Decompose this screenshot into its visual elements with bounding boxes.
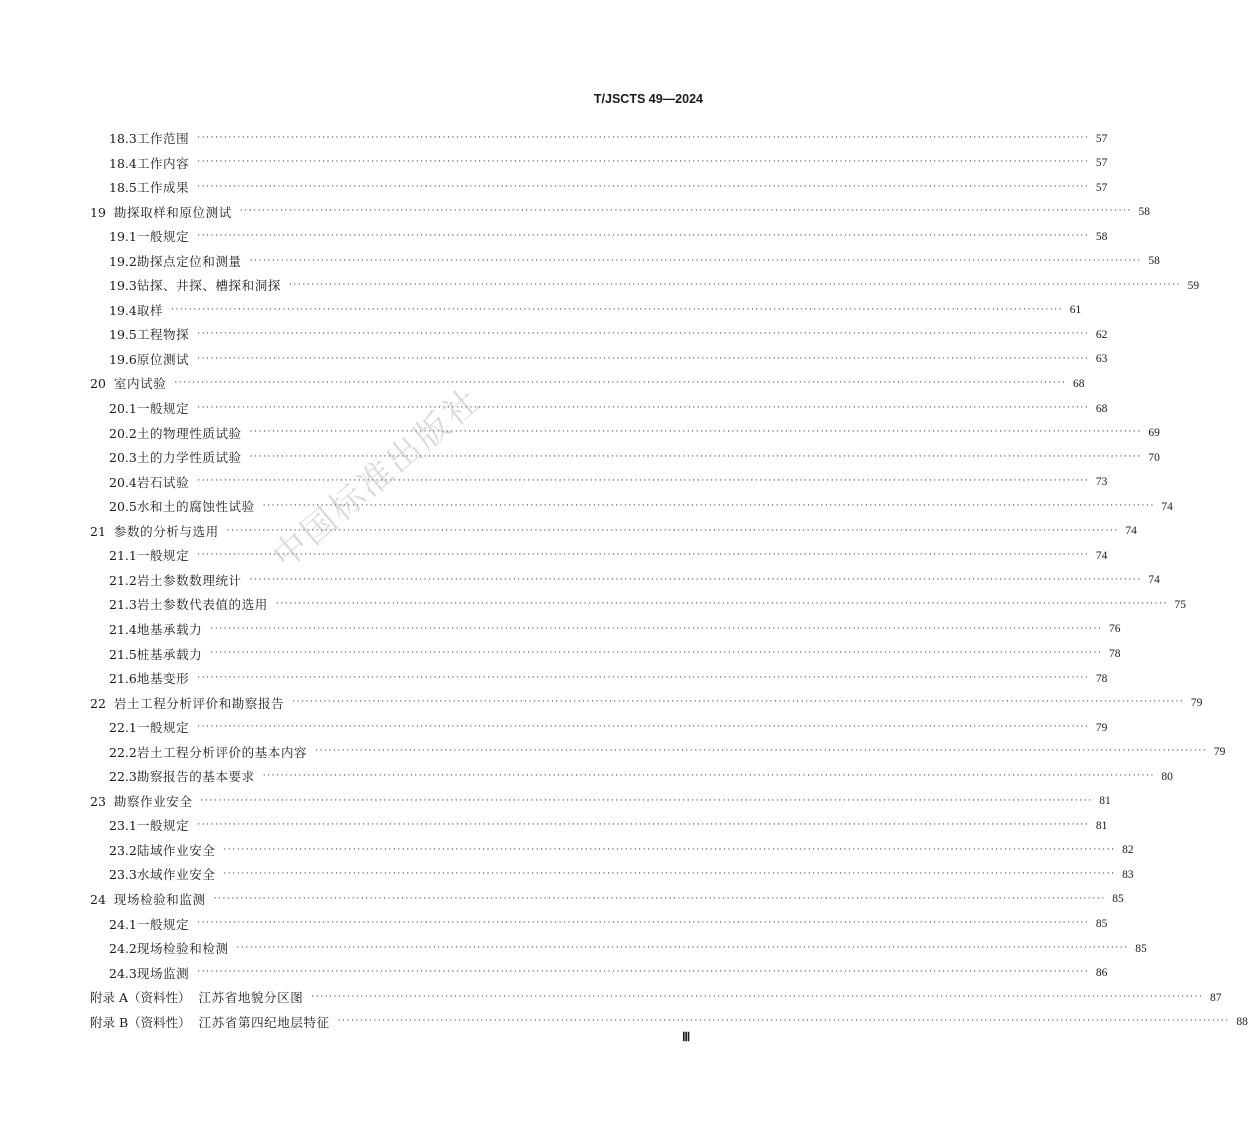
dot-leader: ········································································································································································································ bbox=[226, 525, 1119, 536]
toc-entry-number: 21.1 bbox=[109, 548, 137, 564]
dot-leader: ········································································································································································································ bbox=[174, 378, 1067, 389]
dot-leader: ········································································································································································································ bbox=[197, 353, 1090, 364]
dot-leader: ········································································································································································································ bbox=[210, 648, 1103, 659]
toc-entry[interactable] bbox=[90, 225, 1108, 250]
toc-entry-title: 土的物理性质试验 bbox=[136, 425, 242, 441]
toc-entry-title: 工作成果 bbox=[136, 180, 190, 196]
toc-entry-page: 68 bbox=[1072, 377, 1085, 390]
toc-entry-title: 岩土参数数理统计 bbox=[136, 572, 242, 588]
dot-leader: ········································································································································································································ bbox=[223, 869, 1116, 880]
dot-leader: ········································································································································································································ bbox=[275, 599, 1169, 610]
toc-entry[interactable] bbox=[90, 250, 1160, 275]
toc-entry-page: 79 bbox=[1190, 697, 1203, 710]
toc-entry-page: 57 bbox=[1095, 132, 1108, 145]
toc-entry-title: 现场监测 bbox=[136, 965, 190, 981]
toc-entry-page: 79 bbox=[1095, 721, 1108, 734]
dot-leader: ········································································································································································································ bbox=[197, 132, 1090, 143]
dot-leader: ········································································································································································································ bbox=[223, 844, 1116, 855]
toc-entry-number: 20 bbox=[90, 376, 106, 392]
toc-entry[interactable] bbox=[90, 839, 1134, 864]
toc-entry[interactable] bbox=[90, 888, 1124, 913]
toc-entry-page: 78 bbox=[1095, 672, 1108, 685]
toc-entry[interactable] bbox=[90, 152, 1108, 177]
toc-entry[interactable] bbox=[90, 642, 1121, 667]
toc-entry-page: 61 bbox=[1069, 304, 1082, 317]
toc-entry-title: 工程物探 bbox=[136, 327, 190, 343]
dot-leader: ········································································································································································································ bbox=[262, 500, 1155, 511]
toc-entry-number: 22.3 bbox=[109, 769, 137, 785]
toc-entry-number: 23 bbox=[90, 793, 106, 809]
toc-entry-page: 88 bbox=[1236, 1016, 1248, 1029]
toc-entry[interactable] bbox=[90, 692, 1203, 717]
toc-entry-number: 21.5 bbox=[109, 646, 137, 662]
toc-entry-number: 19.4 bbox=[109, 302, 137, 318]
toc-entry-page: 76 bbox=[1109, 623, 1121, 636]
toc-entry-number: 18.4 bbox=[109, 155, 137, 171]
toc-entry[interactable] bbox=[90, 765, 1173, 790]
toc-entry-number: 21.6 bbox=[109, 671, 137, 687]
dot-leader: ········································································································································································································ bbox=[200, 795, 1093, 806]
toc-entry-title: 参数的分析与选用 bbox=[113, 523, 219, 539]
dot-leader: ········································································································································································································ bbox=[197, 721, 1090, 732]
dot-leader: ········································································································································································································ bbox=[236, 942, 1129, 953]
dot-leader: ········································································································································································································ bbox=[249, 255, 1142, 266]
toc-entry-number: 22 bbox=[90, 695, 106, 711]
toc-entry[interactable] bbox=[90, 790, 1111, 815]
toc-entry-page: 62 bbox=[1095, 328, 1108, 341]
watermark: 中国标准出版社 bbox=[265, 379, 490, 577]
toc-entry-title: 一般规定 bbox=[136, 916, 190, 932]
toc-entry-number: 20.2 bbox=[109, 425, 137, 441]
toc-entry-page: 74 bbox=[1095, 549, 1108, 562]
toc-entry-number: 22.2 bbox=[109, 744, 137, 760]
dot-leader: ········································································································································································································ bbox=[249, 574, 1142, 585]
toc-entry-title: 工作内容 bbox=[136, 155, 190, 171]
dot-leader: ········································································································································································································ bbox=[337, 1016, 1230, 1027]
toc-entry[interactable] bbox=[90, 741, 1226, 766]
dot-leader: ········································································································································································································ bbox=[292, 697, 1185, 708]
toc-entry-title: 岩土工程分析评价的基本内容 bbox=[136, 744, 308, 760]
toc-entry[interactable] bbox=[90, 127, 1108, 152]
toc-entry-number: 24.3 bbox=[109, 965, 137, 981]
dot-leader: ········································································································································································································ bbox=[197, 672, 1090, 683]
dot-leader: ········································································································································································································ bbox=[288, 280, 1182, 291]
toc-entry-title: 原位测试 bbox=[136, 351, 190, 367]
toc-entry-number: 附录 A（资料性） bbox=[90, 990, 191, 1006]
toc-entry-number: 20.5 bbox=[109, 499, 137, 515]
toc-entry-number: 23.3 bbox=[109, 867, 137, 883]
toc-entry-page: 83 bbox=[1122, 868, 1134, 881]
toc-entry-title: 岩土参数代表值的选用 bbox=[136, 597, 268, 613]
toc-entry-page: 59 bbox=[1187, 279, 1200, 292]
toc-entry[interactable] bbox=[90, 372, 1085, 397]
toc-entry-number: 20.3 bbox=[109, 450, 137, 466]
toc-entry[interactable] bbox=[90, 569, 1160, 594]
toc-entry-number: 19.2 bbox=[109, 253, 137, 269]
toc-entry-number: 24.1 bbox=[109, 916, 137, 932]
toc-entry-title: 勘探取样和原位测试 bbox=[113, 204, 232, 220]
toc-entry-title: 勘察作业安全 bbox=[113, 793, 193, 809]
toc-entry-title: 一般规定 bbox=[136, 548, 190, 564]
toc-entry-page: 68 bbox=[1095, 402, 1108, 415]
dot-leader: ········································································································································································································ bbox=[315, 746, 1208, 757]
toc-entry-title: 一般规定 bbox=[136, 401, 190, 417]
toc-entry-page: 74 bbox=[1125, 525, 1137, 538]
dot-leader: ········································································································································································································ bbox=[197, 967, 1090, 978]
dot-leader: ········································································································································································································ bbox=[210, 623, 1103, 634]
dot-leader: ········································································································································································································ bbox=[197, 329, 1090, 340]
toc-entry-title: 一般规定 bbox=[136, 229, 190, 245]
toc-entry-title: 地基变形 bbox=[136, 671, 190, 687]
dot-leader: ········································································································································································································ bbox=[213, 893, 1106, 904]
toc-entry-page: 58 bbox=[1148, 255, 1160, 268]
toc-entry-number: 23.1 bbox=[109, 818, 137, 834]
toc-entry-page: 85 bbox=[1112, 893, 1124, 906]
toc-entry[interactable] bbox=[90, 667, 1108, 692]
toc-entry-title: 取样 bbox=[136, 302, 164, 318]
toc-entry[interactable] bbox=[90, 495, 1173, 520]
toc-entry[interactable] bbox=[90, 716, 1108, 741]
toc-entry-page: 86 bbox=[1095, 967, 1108, 980]
toc-entry[interactable] bbox=[90, 348, 1108, 373]
toc-entry-title: 一般规定 bbox=[136, 818, 190, 834]
toc-entry[interactable] bbox=[90, 593, 1187, 618]
toc-entry-number: 20.1 bbox=[109, 401, 137, 417]
toc-entry-page: 80 bbox=[1161, 770, 1173, 783]
toc-entry-page: 81 bbox=[1099, 795, 1111, 808]
dot-leader: ········································································································································································································ bbox=[197, 157, 1090, 168]
toc-entry-title: 钻探、井探、槽探和洞探 bbox=[136, 278, 281, 294]
toc-entry-title: 一般规定 bbox=[136, 720, 190, 736]
toc-entry-page: 57 bbox=[1095, 181, 1108, 194]
toc-entry-title: 江苏省地貌分区图 bbox=[198, 990, 304, 1006]
toc-entry[interactable] bbox=[90, 962, 1108, 987]
toc-entry-number: 19.6 bbox=[109, 351, 137, 367]
dot-leader: ········································································································································································································ bbox=[239, 206, 1132, 217]
dot-leader: ········································································································································································································ bbox=[171, 304, 1064, 315]
page-number: Ⅲ bbox=[682, 1030, 691, 1044]
dot-leader: ········································································································································································································ bbox=[262, 770, 1155, 781]
toc-entry-title: 土的力学性质试验 bbox=[136, 450, 242, 466]
toc-entry-number: 附录 B（资料性） bbox=[90, 1014, 191, 1030]
toc-entry-number: 23.2 bbox=[109, 842, 137, 858]
dot-leader: ········································································································································································································ bbox=[197, 402, 1090, 413]
dot-leader: ········································································································································································································ bbox=[197, 230, 1090, 241]
toc-entry-number: 19 bbox=[90, 204, 106, 220]
dot-leader: ········································································································································································································ bbox=[249, 451, 1142, 462]
toc-entry[interactable] bbox=[90, 176, 1108, 201]
toc-entry[interactable] bbox=[90, 913, 1108, 938]
toc-entry-page: 74 bbox=[1161, 500, 1173, 513]
toc-entry-number: 19.5 bbox=[109, 327, 137, 343]
toc-entry-title: 勘探点定位和测量 bbox=[136, 253, 242, 269]
toc-entry[interactable] bbox=[90, 544, 1108, 569]
toc-entry-number: 22.1 bbox=[109, 720, 137, 736]
toc-entry-number: 24 bbox=[90, 891, 106, 907]
toc-entry-page: 70 bbox=[1148, 451, 1160, 464]
toc-entry-page: 85 bbox=[1095, 918, 1108, 931]
toc-entry-page: 82 bbox=[1122, 844, 1134, 857]
toc-entry-page: 58 bbox=[1138, 206, 1150, 219]
toc-entry-number: 24.2 bbox=[109, 941, 137, 957]
toc-entry-title: 桩基承载力 bbox=[136, 646, 203, 662]
document-code: T/JSCTS 49—2024 bbox=[593, 92, 703, 106]
toc-entry-title: 岩石试验 bbox=[136, 474, 190, 490]
toc-entry-number: 20.4 bbox=[109, 474, 137, 490]
toc-entry-number: 19.1 bbox=[109, 229, 137, 245]
toc-entry[interactable] bbox=[90, 520, 1137, 545]
toc-entry-page: 81 bbox=[1095, 819, 1108, 832]
toc-entry-page: 74 bbox=[1148, 574, 1160, 587]
toc-entry-page: 58 bbox=[1095, 230, 1108, 243]
toc-entry[interactable] bbox=[90, 986, 1222, 1011]
toc-entry-title: 现场检验和监测 bbox=[113, 891, 206, 907]
toc-entry-number: 18.5 bbox=[109, 180, 137, 196]
dot-leader: ········································································································································································································ bbox=[197, 820, 1090, 831]
toc-entry[interactable] bbox=[90, 814, 1108, 839]
dot-leader: ········································································································································································································ bbox=[311, 991, 1204, 1002]
toc-entry-page: 57 bbox=[1095, 157, 1108, 170]
dot-leader: ········································································································································································································ bbox=[197, 181, 1090, 192]
dot-leader: ········································································································································································································ bbox=[197, 918, 1090, 929]
toc-entry-title: 工作范围 bbox=[136, 131, 190, 147]
toc-entry-number: 21 bbox=[90, 523, 106, 539]
dot-leader: ········································································································································································································ bbox=[197, 550, 1090, 561]
dot-leader: ········································································································································································································ bbox=[197, 476, 1090, 487]
toc-entry-number: 18.3 bbox=[109, 131, 137, 147]
toc-entry-title: 江苏省第四纪地层特征 bbox=[198, 1014, 330, 1030]
toc-entry-number: 21.4 bbox=[109, 621, 137, 637]
toc-entry[interactable] bbox=[90, 1011, 1248, 1036]
toc-entry-title: 室内试验 bbox=[113, 376, 167, 392]
toc-entry[interactable] bbox=[90, 618, 1121, 643]
toc-entry[interactable] bbox=[90, 323, 1108, 348]
table-of-contents bbox=[90, 127, 1248, 1035]
toc-entry[interactable] bbox=[90, 937, 1147, 962]
toc-entry[interactable] bbox=[90, 201, 1150, 226]
toc-entry-page: 78 bbox=[1109, 648, 1121, 660]
toc-entry-page: 63 bbox=[1095, 353, 1108, 366]
toc-entry-page: 69 bbox=[1148, 427, 1160, 440]
toc-entry-page: 75 bbox=[1174, 598, 1187, 611]
toc-entry-title: 现场检验和检测 bbox=[136, 941, 229, 957]
toc-entry-number: 21.2 bbox=[109, 572, 137, 588]
toc-entry-title: 勘察报告的基本要求 bbox=[136, 769, 255, 785]
toc-entry-title: 水域作业安全 bbox=[136, 867, 216, 883]
toc-entry-title: 岩土工程分析评价和勘察报告 bbox=[113, 695, 285, 711]
toc-entry-title: 水和土的腐蚀性试验 bbox=[136, 499, 255, 515]
toc-entry-page: 79 bbox=[1213, 746, 1226, 759]
dot-leader: ········································································································································································································ bbox=[249, 427, 1142, 438]
toc-entry-page: 73 bbox=[1095, 476, 1108, 489]
toc-entry-title: 地基承载力 bbox=[136, 621, 203, 637]
toc-entry-title: 陆域作业安全 bbox=[136, 842, 216, 858]
toc-entry-page: 85 bbox=[1135, 942, 1147, 955]
toc-entry[interactable] bbox=[90, 274, 1200, 299]
toc-entry-number: 19.3 bbox=[109, 278, 137, 294]
toc-entry-number: 21.3 bbox=[109, 597, 137, 613]
toc-entry-page: 87 bbox=[1210, 991, 1222, 1004]
toc-entry[interactable] bbox=[90, 299, 1082, 324]
toc-entry[interactable] bbox=[90, 397, 1108, 422]
toc-entry[interactable] bbox=[90, 863, 1134, 888]
